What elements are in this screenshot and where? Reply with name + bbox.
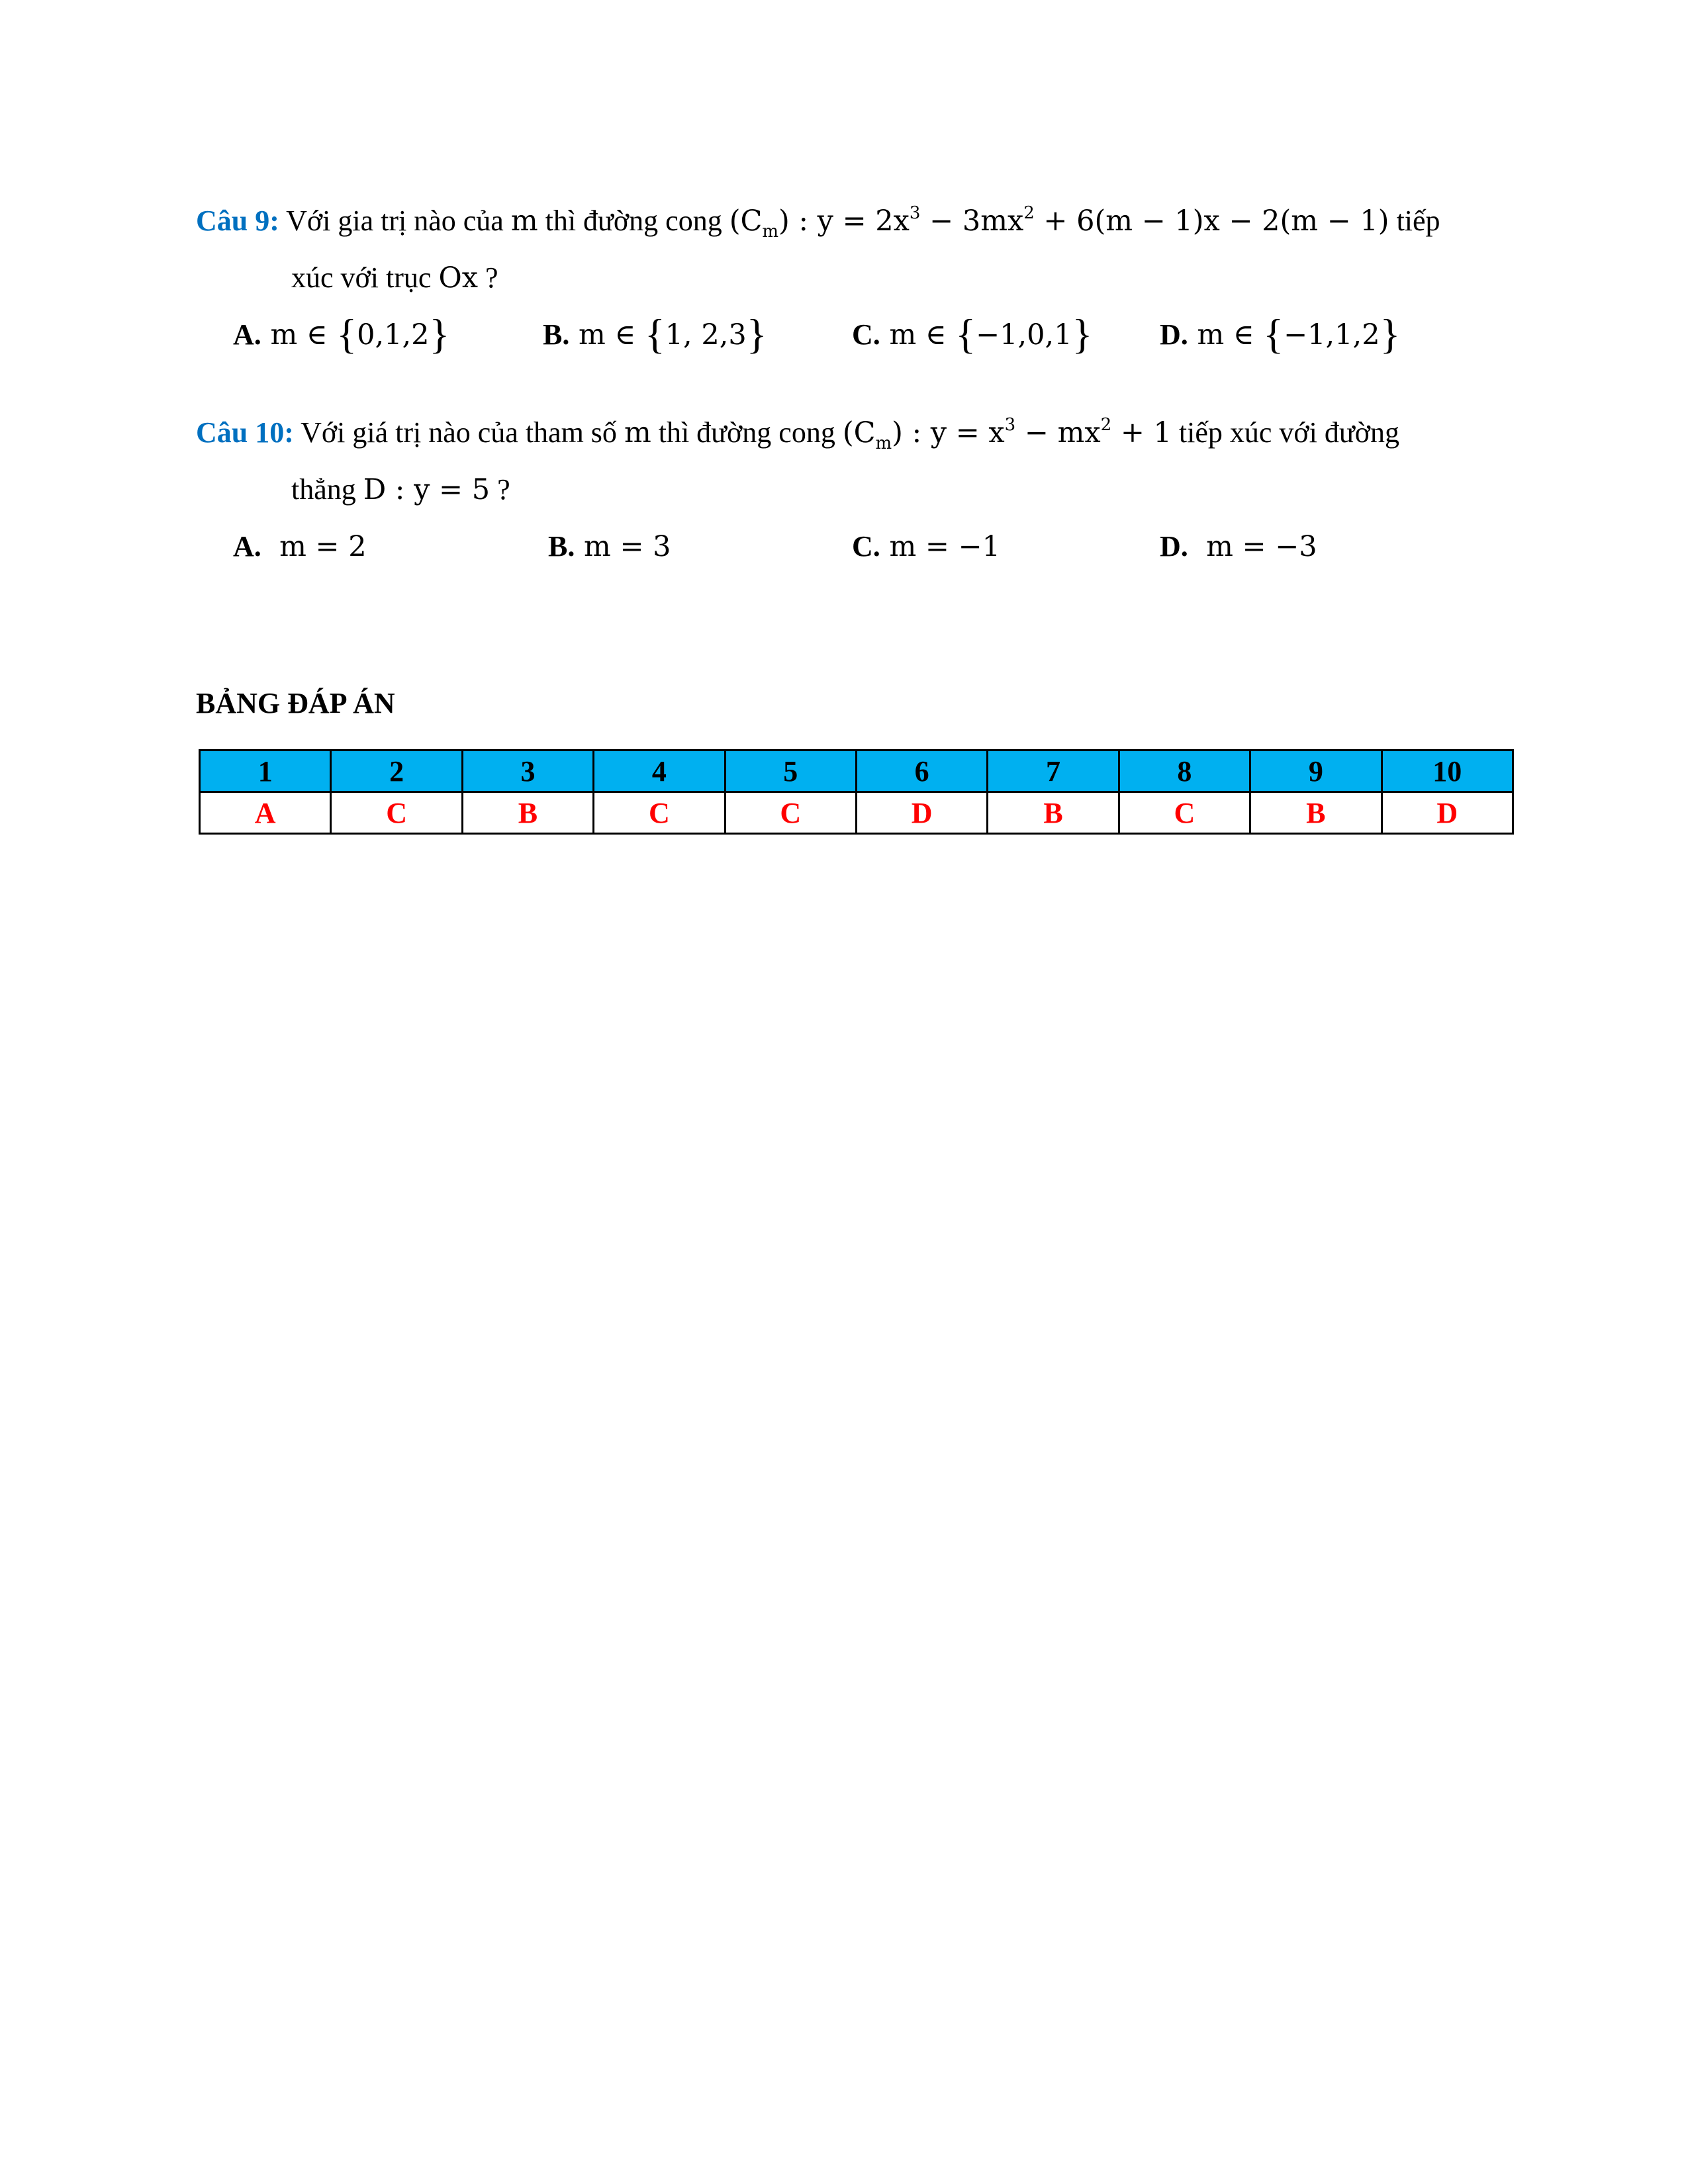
answer-cell: B xyxy=(1250,792,1382,834)
question-9-text-b: thì đường cong xyxy=(538,205,729,237)
answer-table xyxy=(199,749,1514,835)
question-10-option-d: D. m = −3 xyxy=(1160,530,1317,563)
question-number-cell: 7 xyxy=(988,751,1119,792)
question-9-option-d: D. m ∈ {−1,1,2} xyxy=(1160,310,1401,357)
answer-cell: C xyxy=(1119,792,1250,834)
question-9-line-1 xyxy=(196,203,1440,240)
question-number-cell: 4 xyxy=(594,751,725,792)
answer-table-answer-row xyxy=(200,792,1513,834)
question-10-line-1 xyxy=(196,414,1399,451)
question-9-option-a: A. m ∈ {0,1,2} xyxy=(233,310,450,357)
question-number-cell: 2 xyxy=(331,751,462,792)
answer-cell: B xyxy=(988,792,1119,834)
question-10-line-2 xyxy=(291,471,510,508)
question-10-text-b: thì đường cong xyxy=(651,416,843,449)
question-9-line2-math: Ox xyxy=(438,261,478,295)
answer-cell: A xyxy=(200,792,331,834)
question-9-equation: $(C_m)$ : $y = 2x^3 - 3mx^2 + 6(m - 1)x - 2(m - 1)$ xyxy=(729,203,1389,242)
answer-table-header-row xyxy=(200,751,1513,792)
answer-cell: C xyxy=(594,792,725,834)
question-9-line2-end: ? xyxy=(477,261,498,294)
question-9-label: Câu 9: xyxy=(196,205,279,237)
question-10-option-c: C. m = −1 xyxy=(852,530,1000,563)
question-9-line-2 xyxy=(291,259,498,296)
answer-table-heading: BẢNG ĐÁP ÁN xyxy=(196,687,395,719)
question-number-cell: 9 xyxy=(1250,751,1382,792)
question-9-text-c: tiếp xyxy=(1389,205,1440,237)
question-10-label: Câu 10: xyxy=(196,416,294,449)
question-9-option-b: B. m ∈ {1, 2,3} xyxy=(543,310,767,357)
answer-cell: C xyxy=(331,792,462,834)
question-9-text-a: Với gia trị nào của xyxy=(279,205,511,237)
answer-cell: D xyxy=(856,792,987,834)
question-10-text-c: tiếp xúc với đường xyxy=(1171,416,1400,449)
question-10-option-b: B. m = 3 xyxy=(548,530,671,563)
question-10-var-m: m xyxy=(624,416,651,449)
question-number-cell: 1 xyxy=(200,751,331,792)
answer-cell: B xyxy=(462,792,593,834)
question-10-text-a: Với giá trị nào của tham số xyxy=(293,416,624,449)
question-number-cell: 8 xyxy=(1119,751,1250,792)
question-number-cell: 5 xyxy=(725,751,856,792)
question-number-cell: 3 xyxy=(462,751,593,792)
question-9-var-m: m xyxy=(510,205,538,238)
answer-cell: D xyxy=(1382,792,1513,834)
question-9-line2-text: xúc với trục xyxy=(291,261,439,294)
question-10-line2-math: D : y = 5 xyxy=(363,473,491,506)
question-10-line2-text: thẳng xyxy=(291,473,363,506)
question-number-cell: 6 xyxy=(856,751,987,792)
question-10-line2-end: ? xyxy=(490,473,510,506)
question-number-cell: 10 xyxy=(1382,751,1513,792)
question-10-option-a: A. m = 2 xyxy=(233,530,367,563)
question-10-equation: $(C_m)$ : $y = x^3 - mx^2 + 1$ xyxy=(842,415,1172,453)
question-9-option-c: C. m ∈ {−1,0,1} xyxy=(852,310,1093,357)
answer-cell: C xyxy=(725,792,856,834)
